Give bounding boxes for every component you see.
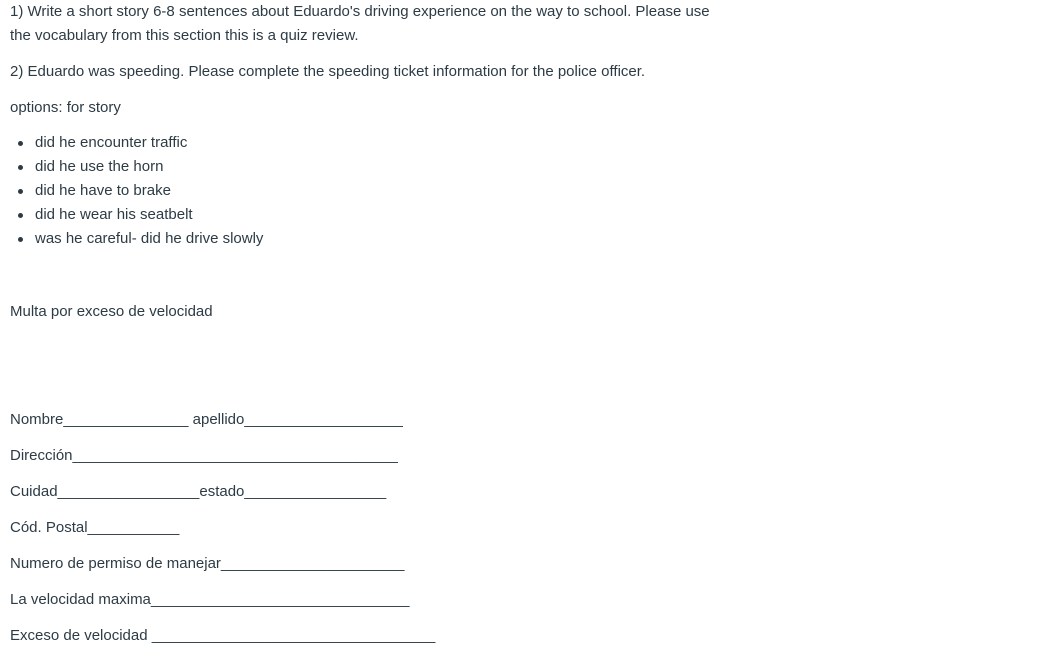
list-item bbox=[10, 203, 263, 227]
option-text: did he use the horn bbox=[35, 158, 164, 175]
question-1-line-2: the vocabulary from this section this is a quiz review. bbox=[10, 27, 359, 44]
bullet-icon bbox=[18, 213, 23, 218]
options-label: options: for story bbox=[10, 99, 121, 116]
list-item bbox=[10, 131, 263, 155]
form-line-excess-speed: Exceso de velocidad __________________________________ bbox=[10, 627, 436, 644]
bullet-icon bbox=[18, 237, 23, 242]
option-text: did he encounter traffic bbox=[35, 134, 188, 151]
ticket-title: Multa por exceso de velocidad bbox=[10, 303, 213, 320]
form-line-address: Dirección_______________________________________ bbox=[10, 447, 398, 464]
list-item bbox=[10, 227, 263, 251]
form-line-postal-code: Cód. Postal___________ bbox=[10, 519, 180, 536]
form-line-name: Nombre_______________ apellido___________________ bbox=[10, 411, 403, 428]
option-text: was he careful- did he drive slowly bbox=[35, 230, 264, 247]
bullet-icon bbox=[18, 141, 23, 146]
options-list bbox=[10, 131, 263, 251]
form-line-city-state: Cuidad_________________estado_________________ bbox=[10, 483, 387, 500]
question-2: 2) Eduardo was speeding. Please complete the speeding ticket information for the police officer. bbox=[10, 63, 646, 80]
form-line-speed-limit: La velocidad maxima_______________________________ bbox=[10, 591, 410, 608]
option-text: did he wear his seatbelt bbox=[35, 206, 193, 223]
form-line-license-number: Numero de permiso de manejar______________________ bbox=[10, 555, 405, 572]
list-item bbox=[10, 179, 263, 203]
bullet-icon bbox=[18, 189, 23, 194]
question-1-line-1: 1) Write a short story 6-8 sentences about Eduardo's driving experience on the way to school. Please use bbox=[10, 3, 710, 20]
bullet-icon bbox=[18, 165, 23, 170]
option-text: did he have to brake bbox=[35, 182, 171, 199]
list-item bbox=[10, 155, 263, 179]
